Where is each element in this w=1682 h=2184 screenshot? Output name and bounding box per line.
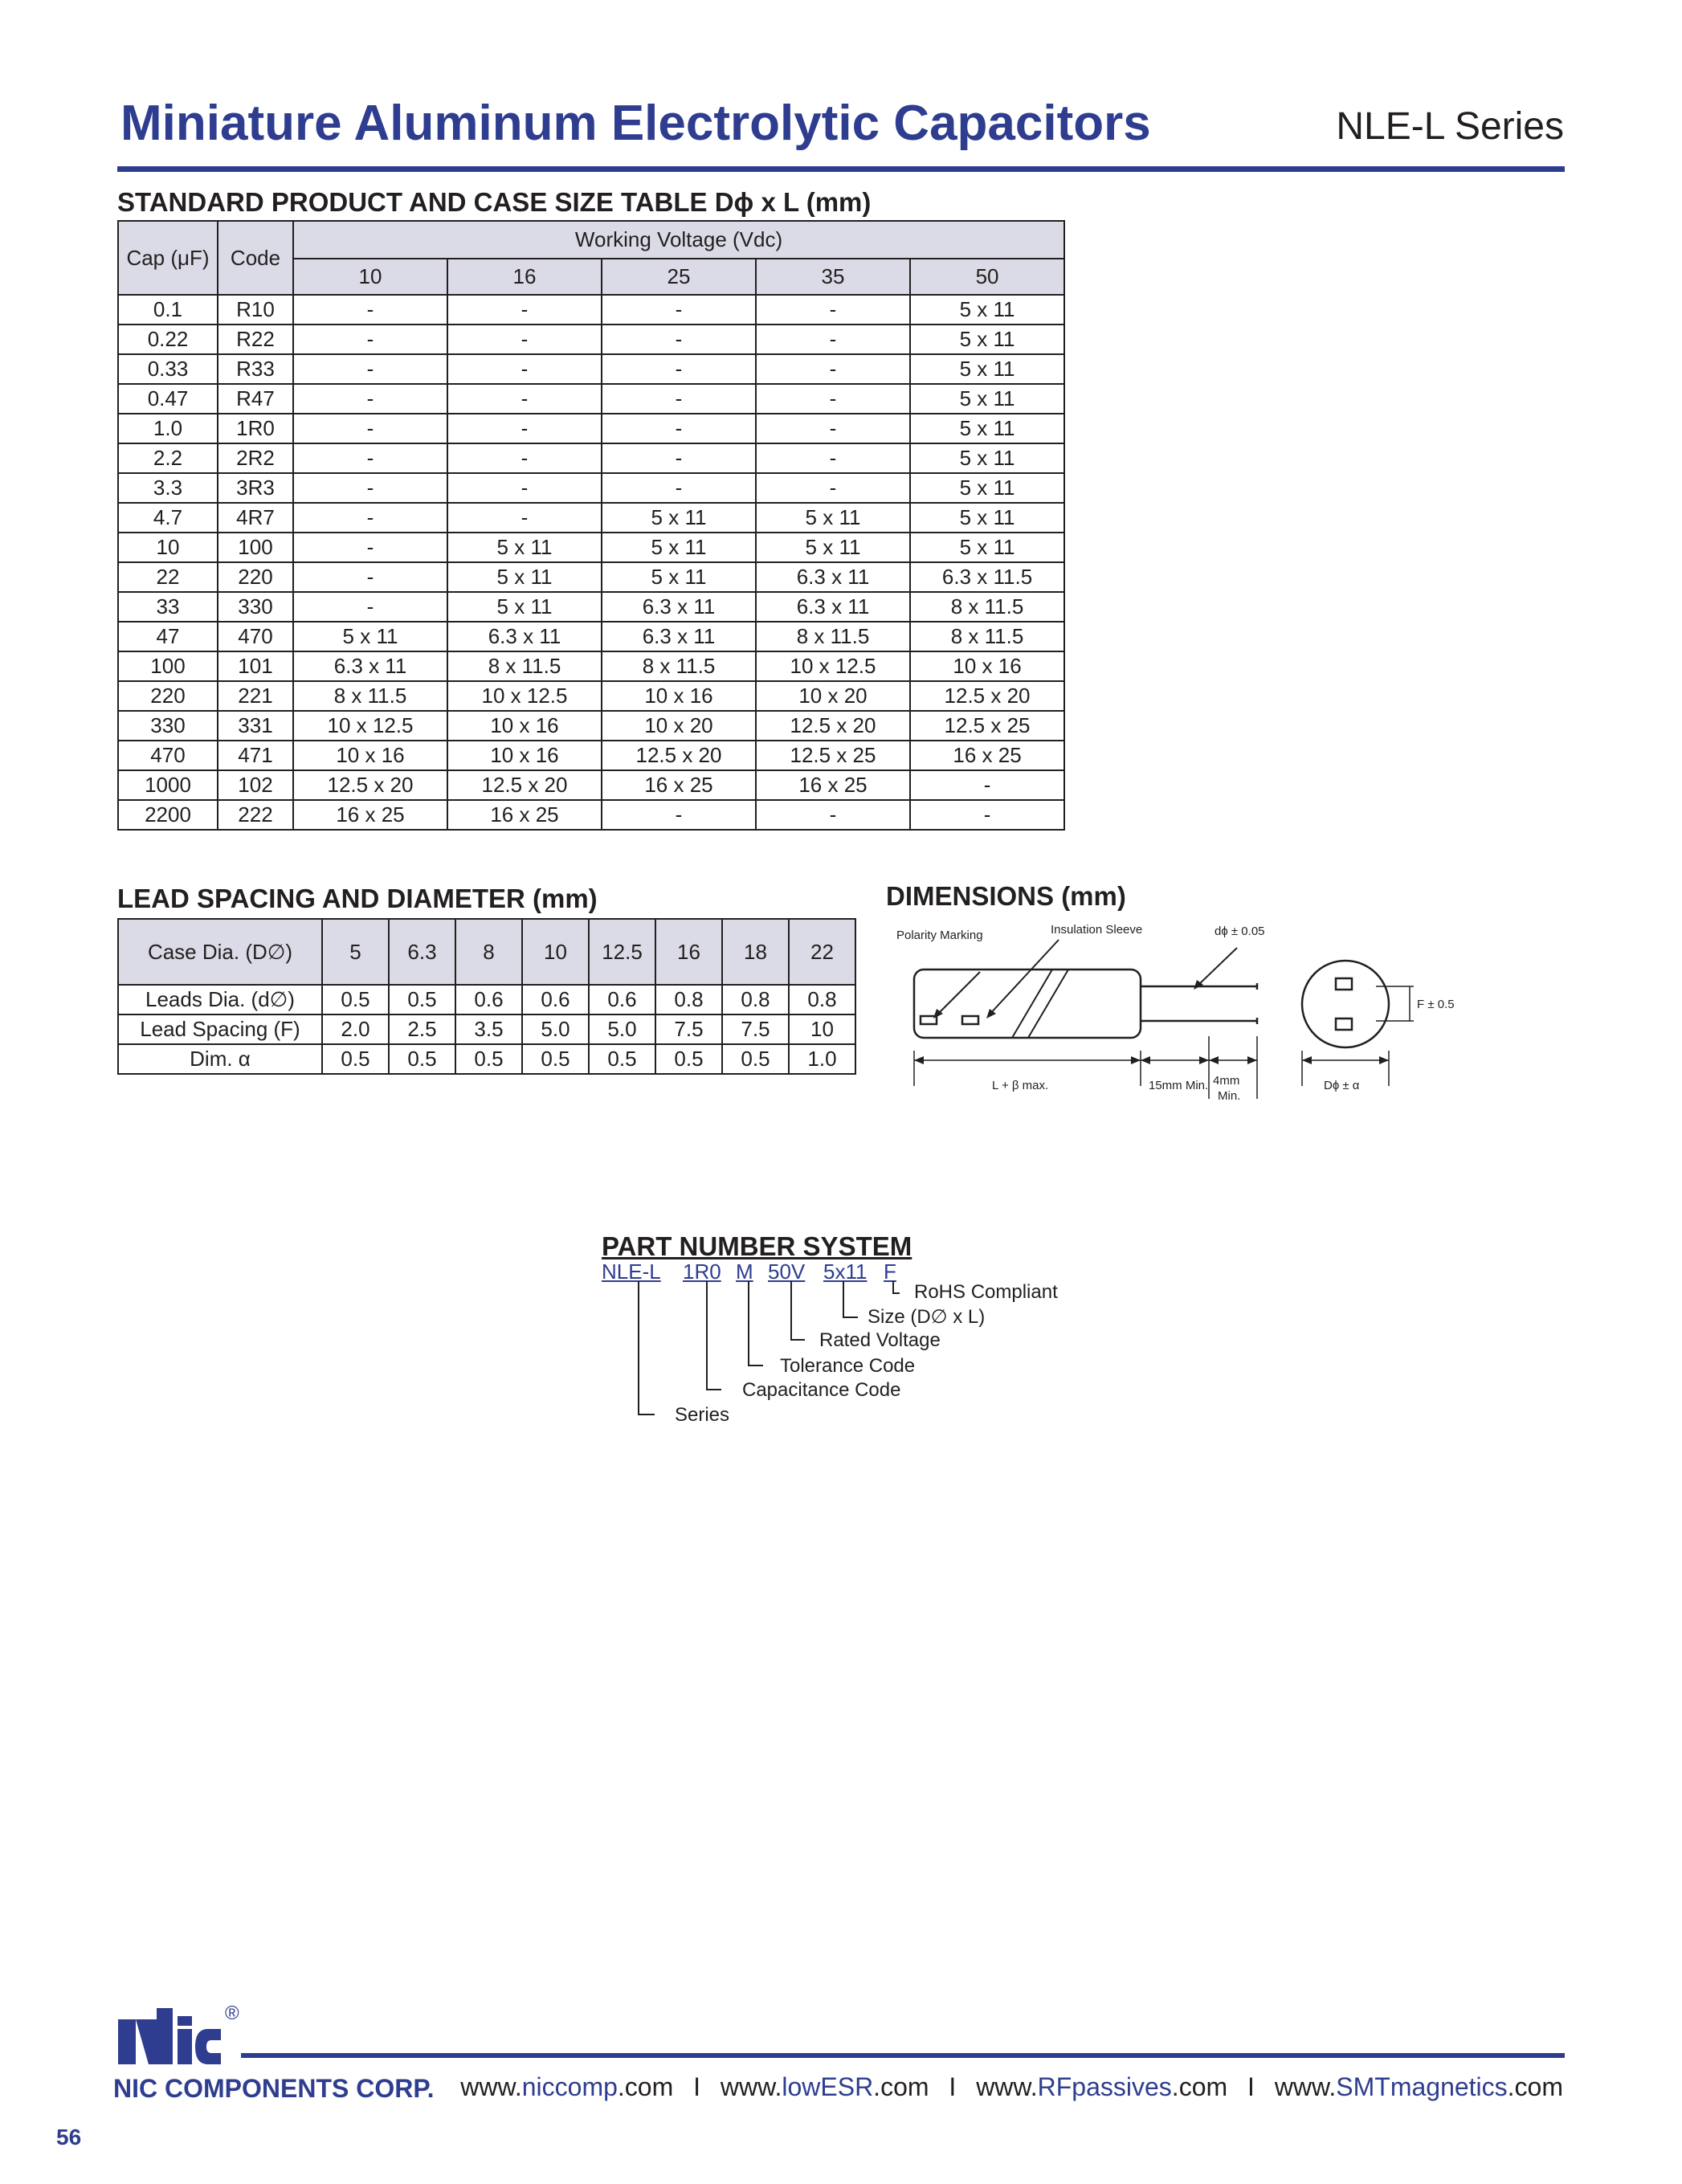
lead-arrow	[1197, 948, 1237, 986]
case-size-cell: 5 x 11	[910, 533, 1064, 562]
length-label: L + β max.	[992, 1079, 1049, 1092]
value-cell: 0.5	[322, 1044, 389, 1074]
label-tolerance: Tolerance Code	[780, 1355, 916, 1377]
case-size-cell: -	[756, 325, 910, 354]
case-size-cell: -	[756, 473, 910, 503]
case-dia-cell: 16	[655, 919, 722, 985]
table-row	[118, 770, 1064, 800]
code-cell: 4R7	[218, 503, 293, 533]
case-size-cell: -	[293, 384, 447, 414]
lead-spacing-table	[117, 918, 856, 1075]
voltage-header: 35	[756, 259, 910, 295]
value-cell: 10	[789, 1014, 855, 1044]
case-size-cell: 5 x 11	[910, 325, 1064, 354]
case-size-cell: 5 x 11	[293, 622, 447, 651]
table-row	[118, 562, 1064, 592]
row-label: Lead Spacing (F)	[118, 1014, 322, 1044]
cap-cell: 330	[118, 711, 218, 741]
case-size-cell: 6.3 x 11	[602, 622, 756, 651]
header-rule	[117, 166, 1565, 172]
table-row	[118, 443, 1064, 473]
case-size-cell: 10 x 12.5	[447, 681, 602, 711]
voltage-header: 16	[447, 259, 602, 295]
case-size-cell: -	[447, 384, 602, 414]
case-dia-cell: 22	[789, 919, 855, 985]
separator: I	[1247, 2072, 1255, 2101]
col-header-cap: Cap (μF)	[118, 221, 218, 295]
value-cell: 2.5	[389, 1014, 455, 1044]
case-dia-header: Case Dia. (D∅)	[118, 919, 322, 985]
case-size-cell: -	[756, 800, 910, 830]
case-size-cell: 5 x 11	[910, 443, 1064, 473]
code-cell: 330	[218, 592, 293, 622]
case-size-cell: 8 x 11.5	[910, 622, 1064, 651]
case-size-cell: 8 x 11.5	[447, 651, 602, 681]
case-size-cell: -	[602, 325, 756, 354]
capacitor-end-view	[1302, 961, 1389, 1047]
table-row	[118, 354, 1064, 384]
polarity-marking-label: Polarity Marking	[896, 929, 983, 942]
part-number-title: PART NUMBER SYSTEM	[602, 1231, 912, 1261]
sleeve-line-2	[1028, 970, 1068, 1038]
case-size-cell: 6.3 x 11	[602, 592, 756, 622]
case-size-cell: -	[602, 384, 756, 414]
label-rated-voltage: Rated Voltage	[819, 1329, 941, 1351]
case-size-cell: -	[756, 443, 910, 473]
nic-logo	[116, 2000, 245, 2064]
case-dia-cell: 5	[322, 919, 389, 985]
case-size-cell: 10 x 20	[602, 711, 756, 741]
url-niccomp[interactable]: www.niccomp.com	[460, 2072, 674, 2101]
table-row	[118, 295, 1064, 325]
value-cell: 0.5	[389, 985, 455, 1014]
cap-cell: 22	[118, 562, 218, 592]
code-cell: 100	[218, 533, 293, 562]
case-size-cell: 5 x 11	[447, 562, 602, 592]
cap-cell: 4.7	[118, 503, 218, 533]
table-row	[118, 592, 1064, 622]
case-size-cell: 8 x 11.5	[293, 681, 447, 711]
table-row	[118, 741, 1064, 770]
code-cell: R33	[218, 354, 293, 384]
case-dia-cell: 8	[455, 919, 522, 985]
table-row	[118, 622, 1064, 651]
case-size-cell: 16 x 25	[293, 800, 447, 830]
code-cell: 2R2	[218, 443, 293, 473]
value-cell: 5.0	[522, 1014, 589, 1044]
case-size-cell: 8 x 11.5	[910, 592, 1064, 622]
code-voltage: 50V	[768, 1259, 806, 1284]
code-cell: 1R0	[218, 414, 293, 443]
url-lowesr[interactable]: www.lowESR.com	[720, 2072, 929, 2101]
code-cell: 220	[218, 562, 293, 592]
col-header-code: Code	[218, 221, 293, 295]
cap-cell: 470	[118, 741, 218, 770]
voltage-header: 10	[293, 259, 447, 295]
value-cell: 0.5	[322, 985, 389, 1014]
code-size: 5x11	[823, 1259, 868, 1284]
value-cell: 3.5	[455, 1014, 522, 1044]
table-row	[118, 985, 855, 1014]
case-size-cell: -	[447, 325, 602, 354]
case-size-cell: -	[602, 295, 756, 325]
code-cell: R10	[218, 295, 293, 325]
case-size-cell: 10 x 16	[910, 651, 1064, 681]
separator: I	[693, 2072, 701, 2101]
dimensions-title: DIMENSIONS (mm)	[886, 881, 1126, 911]
table-row	[118, 681, 1064, 711]
case-size-cell: 12.5 x 25	[910, 711, 1064, 741]
case-size-cell: -	[293, 473, 447, 503]
code-cell: 470	[218, 622, 293, 651]
label-size: Size (D∅ x L)	[868, 1306, 986, 1328]
case-size-cell: 12.5 x 20	[447, 770, 602, 800]
cap-cell: 220	[118, 681, 218, 711]
case-size-cell: -	[293, 354, 447, 384]
case-size-cell: -	[447, 414, 602, 443]
case-size-cell: 10 x 16	[447, 711, 602, 741]
code-cell: 101	[218, 651, 293, 681]
case-size-cell: 5 x 11	[910, 503, 1064, 533]
value-cell: 5.0	[589, 1014, 655, 1044]
case-size-cell: -	[602, 443, 756, 473]
case-size-cell: 5 x 11	[602, 533, 756, 562]
label-capacitance: Capacitance Code	[742, 1379, 901, 1401]
case-size-cell: 16 x 25	[756, 770, 910, 800]
case-size-cell: 5 x 11	[910, 384, 1064, 414]
lead-table-title: LEAD SPACING AND DIAMETER (mm)	[117, 884, 598, 913]
code-cell: 102	[218, 770, 293, 800]
cap-cell: 3.3	[118, 473, 218, 503]
lead-diameter-tolerance: dϕ ± 0.05	[1215, 925, 1265, 938]
case-size-cell: 16 x 25	[447, 800, 602, 830]
footer-rule	[241, 2053, 1565, 2058]
separator: I	[949, 2072, 957, 2101]
case-size-cell: 12.5 x 25	[756, 741, 910, 770]
row-label: Leads Dia. (d∅)	[118, 985, 322, 1014]
table-row	[118, 473, 1064, 503]
cap-cell: 10	[118, 533, 218, 562]
voltage-header: 25	[602, 259, 756, 295]
cap-cell: 47	[118, 622, 218, 651]
case-size-cell: 5 x 11	[602, 562, 756, 592]
cap-cell: 2200	[118, 800, 218, 830]
code-tolerance: M	[736, 1259, 753, 1284]
code-cell: R47	[218, 384, 293, 414]
case-size-cell: -	[447, 503, 602, 533]
code-cell: 222	[218, 800, 293, 830]
company-name: NIC COMPONENTS CORP.	[113, 2074, 435, 2103]
case-size-cell: -	[293, 503, 447, 533]
voltage-header: 50	[910, 259, 1064, 295]
case-size-cell: 8 x 11.5	[602, 651, 756, 681]
case-size-cell: 12.5 x 20	[756, 711, 910, 741]
case-size-cell: 12.5 x 20	[293, 770, 447, 800]
case-size-cell: -	[756, 295, 910, 325]
value-cell: 0.6	[589, 985, 655, 1014]
label-rohs: RoHS Compliant	[914, 1281, 1058, 1303]
case-size-cell: -	[910, 770, 1064, 800]
value-cell: 0.8	[789, 985, 855, 1014]
case-size-cell: -	[447, 354, 602, 384]
value-cell: 0.6	[522, 985, 589, 1014]
cap-cell: 1000	[118, 770, 218, 800]
min-4mm-label-2: Min.	[1218, 1089, 1241, 1103]
table-row	[118, 651, 1064, 681]
case-size-cell: 6.3 x 11	[756, 592, 910, 622]
code-series: NLE-L	[602, 1259, 661, 1284]
case-dia-cell: 12.5	[589, 919, 655, 985]
value-cell: 0.5	[589, 1044, 655, 1074]
case-size-cell: 6.3 x 11	[756, 562, 910, 592]
cap-cell: 0.1	[118, 295, 218, 325]
code-cell: 3R3	[218, 473, 293, 503]
value-cell: 0.5	[455, 1044, 522, 1074]
case-size-cell: 5 x 11	[910, 473, 1064, 503]
diameter-label: Dϕ ± α	[1324, 1079, 1360, 1092]
url-smtmagnetics[interactable]: www.SMTmagnetics.com	[1274, 2072, 1563, 2101]
cap-cell: 100	[118, 651, 218, 681]
table-row	[118, 533, 1064, 562]
insulation-sleeve-label: Insulation Sleeve	[1051, 923, 1143, 937]
case-dia-cell: 6.3	[389, 919, 455, 985]
case-size-cell: -	[293, 295, 447, 325]
case-size-cell: 6.3 x 11.5	[910, 562, 1064, 592]
polarity-arrow	[936, 972, 980, 1016]
standard-table-title: STANDARD PRODUCT AND CASE SIZE TABLE Dϕ x L (mm)	[117, 187, 872, 217]
case-size-cell: -	[602, 473, 756, 503]
page-title: Miniature Aluminum Electrolytic Capacitors	[120, 96, 1151, 151]
lead-spacing-tolerance: F ± 0.5	[1417, 998, 1455, 1011]
case-size-cell: 8 x 11.5	[756, 622, 910, 651]
table-row	[118, 1044, 855, 1074]
cap-cell: 0.22	[118, 325, 218, 354]
row-label: Dim. α	[118, 1044, 322, 1074]
case-size-cell: 12.5 x 20	[910, 681, 1064, 711]
value-cell: 0.8	[722, 985, 789, 1014]
case-size-cell: 16 x 25	[602, 770, 756, 800]
cap-cell: 0.33	[118, 354, 218, 384]
table-row	[118, 503, 1064, 533]
value-cell: 0.8	[655, 985, 722, 1014]
value-cell: 0.5	[722, 1044, 789, 1074]
case-size-cell: -	[756, 354, 910, 384]
table-row	[118, 1014, 855, 1044]
code-rohs: F	[884, 1259, 896, 1284]
cap-cell: 2.2	[118, 443, 218, 473]
sleeve-line-1	[1012, 970, 1052, 1038]
standard-product-table	[117, 220, 1065, 831]
case-size-cell: 6.3 x 11	[447, 622, 602, 651]
table-row	[118, 800, 1064, 830]
case-size-cell: -	[293, 533, 447, 562]
cap-cell: 1.0	[118, 414, 218, 443]
series-name: NLE-L Series	[1336, 105, 1564, 148]
case-size-cell: 5 x 11	[447, 533, 602, 562]
case-size-cell: 10 x 12.5	[293, 711, 447, 741]
case-size-cell: 5 x 11	[910, 295, 1064, 325]
case-size-cell: 5 x 11	[602, 503, 756, 533]
value-cell: 0.5	[655, 1044, 722, 1074]
code-capacitance: 1R0	[683, 1259, 721, 1284]
code-cell: 331	[218, 711, 293, 741]
case-size-cell: 10 x 12.5	[756, 651, 910, 681]
part-number-bracket-lines	[627, 1281, 900, 1426]
case-size-cell: 10 x 20	[756, 681, 910, 711]
code-cell: R22	[218, 325, 293, 354]
case-size-cell: -	[447, 473, 602, 503]
case-size-cell: -	[602, 800, 756, 830]
min-4mm-label: 4mm	[1213, 1074, 1240, 1088]
label-series: Series	[675, 1404, 730, 1426]
case-size-cell: -	[756, 414, 910, 443]
table-row	[118, 414, 1064, 443]
case-size-cell: 5 x 11	[910, 354, 1064, 384]
polarity-mark-2	[962, 1016, 978, 1024]
case-size-cell: 12.5 x 20	[602, 741, 756, 770]
case-size-cell: -	[602, 414, 756, 443]
cap-cell: 33	[118, 592, 218, 622]
page-number: 56	[56, 2125, 82, 2149]
case-size-cell: 10 x 16	[293, 741, 447, 770]
case-size-cell: 16 x 25	[910, 741, 1064, 770]
case-size-cell: -	[293, 325, 447, 354]
case-size-cell: -	[447, 443, 602, 473]
dimensions-diagram	[884, 916, 1462, 1108]
table-row	[118, 325, 1064, 354]
case-dia-cell: 10	[522, 919, 589, 985]
case-size-cell: -	[602, 354, 756, 384]
case-size-cell: -	[910, 800, 1064, 830]
case-size-cell: -	[293, 443, 447, 473]
case-size-cell: -	[447, 295, 602, 325]
footer-links	[460, 2072, 1563, 2102]
case-size-cell: 5 x 11	[910, 414, 1064, 443]
case-size-cell: 10 x 16	[447, 741, 602, 770]
case-size-cell: -	[756, 384, 910, 414]
value-cell: 7.5	[722, 1014, 789, 1044]
case-size-cell: -	[293, 592, 447, 622]
code-cell: 471	[218, 741, 293, 770]
value-cell: 0.6	[455, 985, 522, 1014]
case-size-cell: 6.3 x 11	[293, 651, 447, 681]
case-size-cell: 5 x 11	[447, 592, 602, 622]
value-cell: 0.5	[522, 1044, 589, 1074]
registered-mark: ®	[225, 2002, 239, 2024]
case-size-cell: 5 x 11	[756, 533, 910, 562]
url-rfpassives[interactable]: www.RFpassives.com	[976, 2072, 1228, 2101]
cap-cell: 0.47	[118, 384, 218, 414]
value-cell: 1.0	[789, 1044, 855, 1074]
table-row	[118, 384, 1064, 414]
code-cell: 221	[218, 681, 293, 711]
value-cell: 2.0	[322, 1014, 389, 1044]
table-row	[118, 711, 1064, 741]
working-voltage-header: Working Voltage (Vdc)	[293, 221, 1064, 259]
case-size-cell: -	[293, 414, 447, 443]
value-cell: 7.5	[655, 1014, 722, 1044]
value-cell: 0.5	[389, 1044, 455, 1074]
case-size-cell: 5 x 11	[756, 503, 910, 533]
case-size-cell: 10 x 16	[602, 681, 756, 711]
case-size-cell: -	[293, 562, 447, 592]
case-dia-cell: 18	[722, 919, 789, 985]
lead-length-label: 15mm Min.	[1149, 1079, 1209, 1092]
